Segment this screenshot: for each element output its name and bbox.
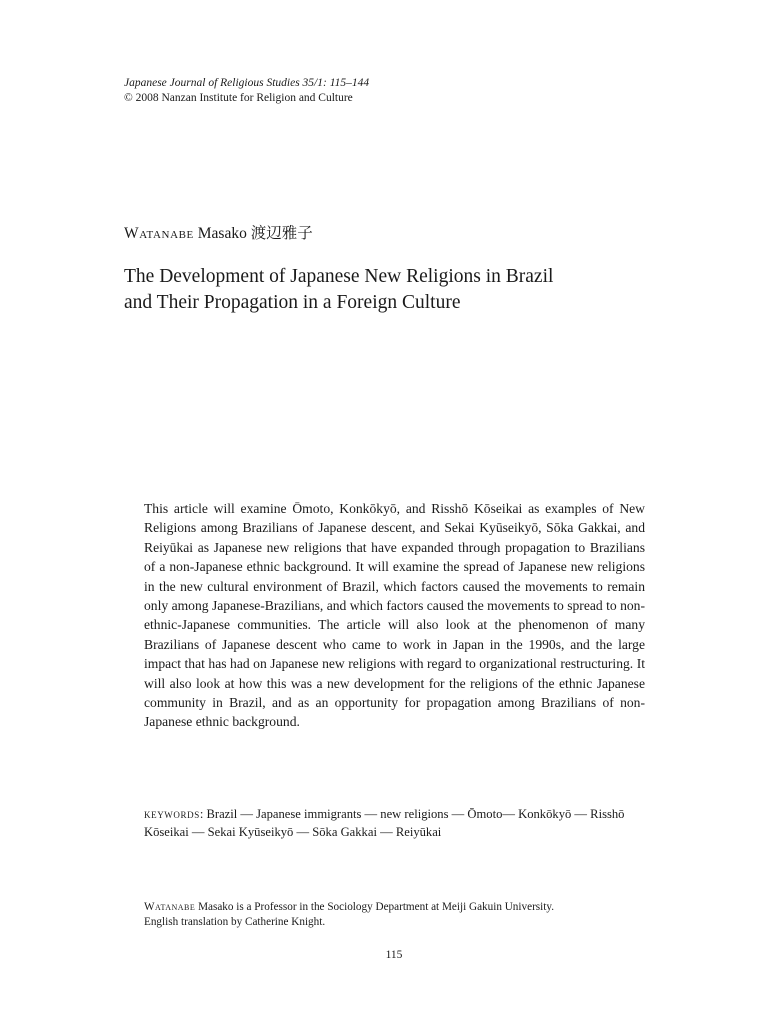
page-number: 115 — [385, 949, 403, 961]
keywords: keywords: Brazil — Japanese immigrants — new religions — Ōmoto— Konkōkyō — Risshō Kōseikai — Sekai Kyūseikyō — Sōka Gakkai — Reiyūkai — [144, 807, 625, 839]
bio-text-line-2: English translation by Catherine Knight. — [144, 916, 326, 928]
copyright-line: © 2008 Nanzan Institute for Religion and Culture — [124, 92, 353, 104]
author-family-name: Watanabe — [124, 225, 194, 242]
author-line — [124, 224, 313, 244]
journal-citation: Japanese Journal of Religious Studies 35/1: 115–144 — [124, 77, 370, 89]
author-given-name: Masako — [197, 225, 247, 242]
author-bio — [144, 900, 649, 930]
keywords-text: Brazil — Japanese immigrants — new religions — Ōmoto— Konkōkyō — Risshō Kōseikai — Sekai Kyūseikyō — Sōka Gakkai — Reiyūkai — [144, 807, 625, 839]
bio-text-line-1: Masako is a Professor in the Sociology Department at Meiji Gakuin University. — [198, 901, 555, 913]
keywords-label: keywords — [144, 807, 200, 821]
title-line-2: and Their Propagation in a Foreign Culture — [124, 292, 461, 313]
bio-family-name: Watanabe — [144, 901, 196, 913]
author-name-kanji: 渡辺雅子 — [250, 225, 313, 242]
abstract: This article will examine Ōmoto, Konkōkyō, and Risshō Kōseikai as examples of New Religions among Brazilians of Japanese descent, and Sekai Kyūseikyō, Sōka Gakkai, and Reiyūkai as Japanese new religions that have expanded through propagation to Brazilians of a non-Japanese ethnic background. It will examine the spread of Japanese new religions in the new cultural environment of Brazil, which factors caused the movements to remain only among Japanese-Brazilians, and which factors caused the movements to spread to non-ethnic-Japanese communities. The article will also look at the phenomenon of many Brazilians of Japanese descent who came to work in Japan in the 1990s, and the large impact that has had on Japanese new religions with regard to organizational restructuring. It will also look at how this was a new development for the religions of the ethnic Japanese community in Brazil, and as an opportunity for propagation among Brazilians of non-Japanese ethnic background. — [144, 501, 645, 730]
title-line-1: The Development of Japanese New Religions in Brazil — [124, 266, 554, 287]
article-title — [124, 264, 684, 316]
journal-header — [124, 76, 369, 106]
